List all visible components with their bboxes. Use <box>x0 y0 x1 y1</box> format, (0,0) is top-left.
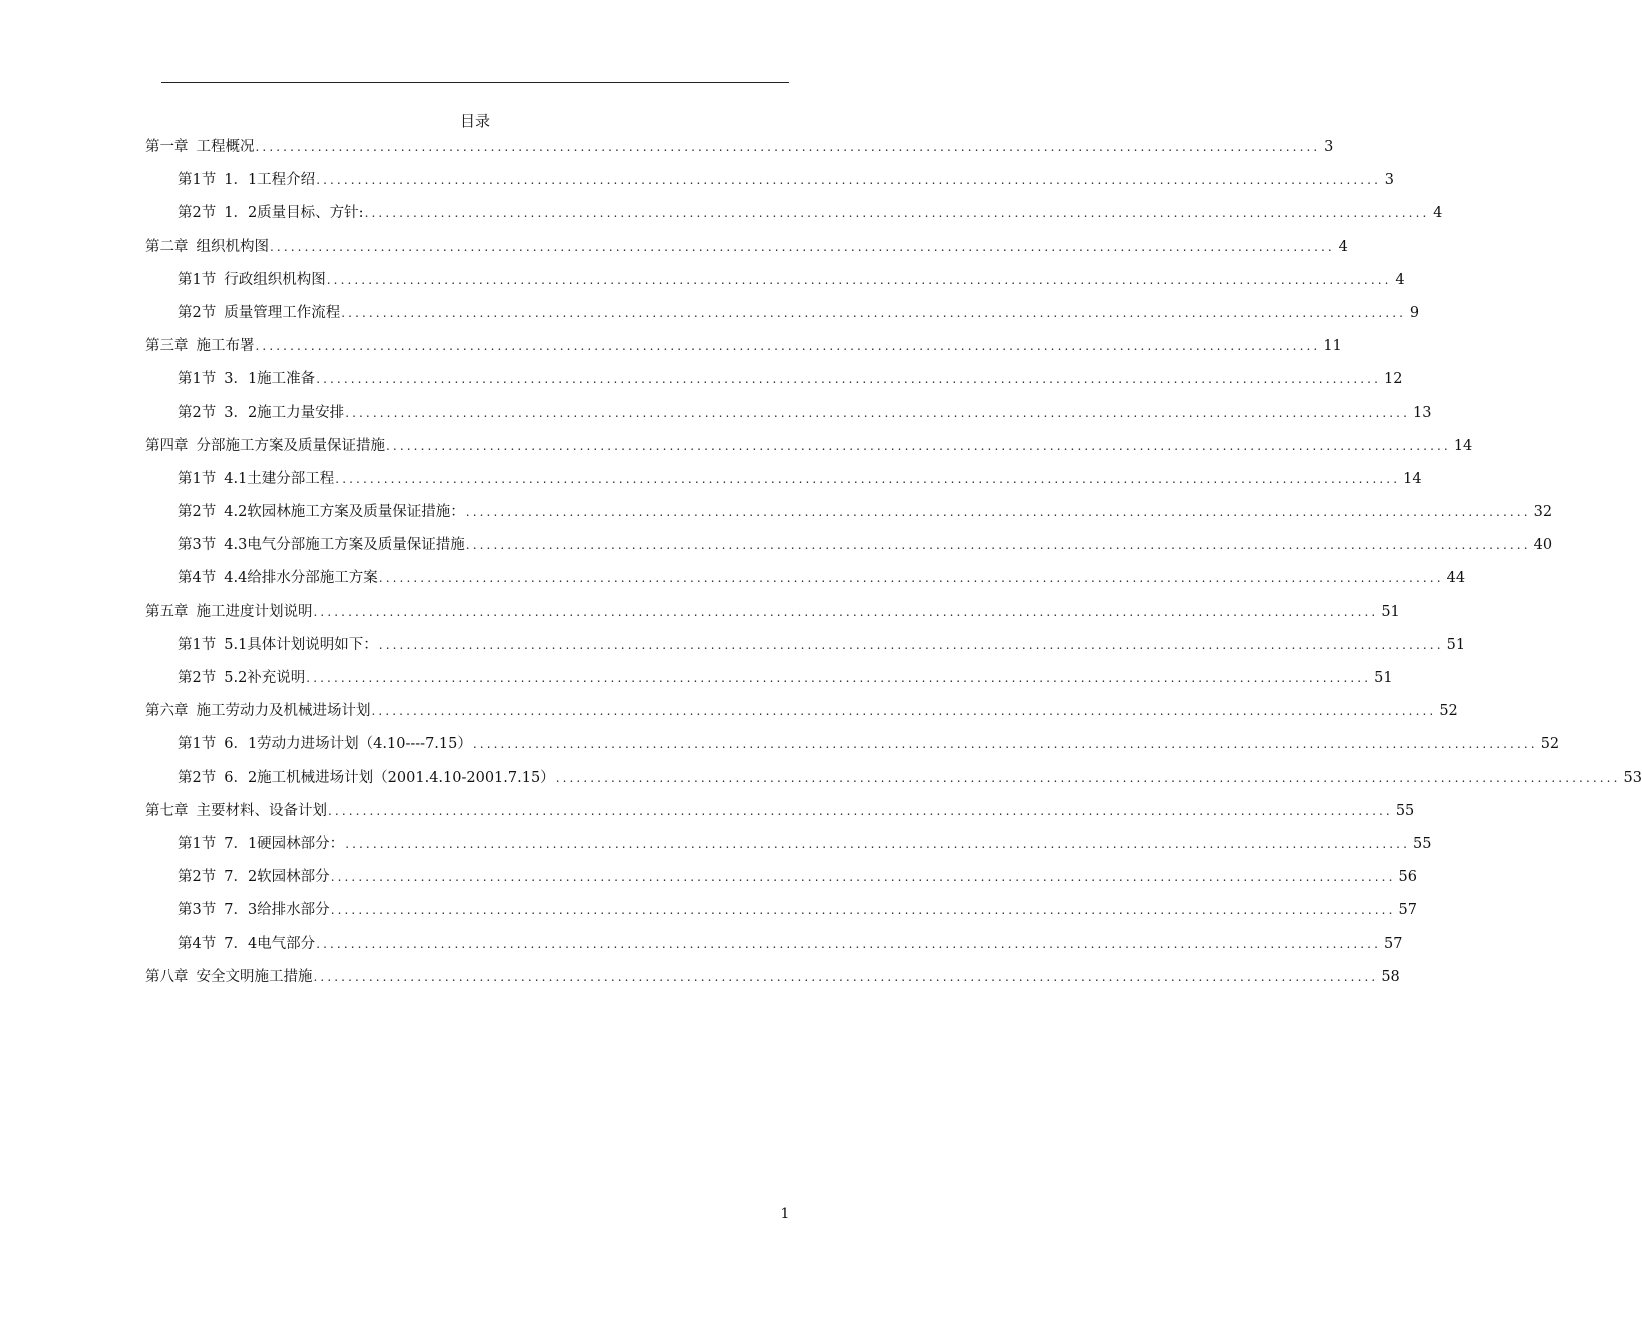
page-number: 1 <box>780 1206 790 1222</box>
toc-chapter-entry[interactable] <box>145 236 1348 269</box>
toc-entry-title: 6．1劳动力进场计划（4.10----7.15） <box>224 736 472 753</box>
toc-entry-title: 4.1土建分部工程 <box>224 470 335 487</box>
toc-dot-leader: .......................................................................................................................................................... <box>326 272 1392 287</box>
toc-dot-leader: .......................................................................................................................................................... <box>330 870 1396 885</box>
toc-dot-leader: .......................................................................................................................................................... <box>386 438 1451 453</box>
toc-section-entry[interactable] <box>145 169 1395 202</box>
toc-entry-number: 第2节 <box>178 504 217 521</box>
toc-dot-leader: .......................................................................................................................................................... <box>270 239 1335 254</box>
toc-entry-page: 14 <box>1403 470 1422 487</box>
toc-entry-number: 第1节 <box>178 470 217 487</box>
toc-entry-page: 12 <box>1384 371 1403 388</box>
toc-entry-page: 52 <box>1540 736 1560 753</box>
toc-section-entry[interactable] <box>145 733 1560 766</box>
toc-entry-page: 44 <box>1446 570 1466 587</box>
toc-entry-page: 52 <box>1439 703 1458 720</box>
toc-entry-number: 第2节 <box>178 869 217 886</box>
toc-entry-title: 施工布署 <box>196 338 255 355</box>
toc-section-entry[interactable] <box>145 667 1393 700</box>
toc-entry-page: 3 <box>1384 172 1395 189</box>
toc-entry-title: 组织机构图 <box>196 238 269 255</box>
toc-entry-title: 5.1具体计划说明如下： <box>224 636 378 653</box>
toc-dot-leader: .......................................................................................................................................................... <box>371 704 1437 719</box>
toc-entry-page: 57 <box>1398 902 1417 919</box>
header-rule <box>161 82 789 83</box>
toc-entry-title: 施工进度计划说明 <box>196 603 313 620</box>
toc-chapter-entry[interactable] <box>145 435 1473 468</box>
toc-entry-title: 分部施工方案及质量保证措施 <box>196 437 385 454</box>
toc-dot-leader: .......................................................................................................................................................... <box>378 637 1444 652</box>
toc-section-entry[interactable] <box>145 468 1422 501</box>
toc-entry-page: 4 <box>1433 205 1443 222</box>
toc-section-entry[interactable] <box>145 269 1405 302</box>
toc-entry-number: 第3节 <box>178 537 217 554</box>
toc-section-entry[interactable] <box>145 899 1417 932</box>
toc-entry-page: 32 <box>1533 504 1553 521</box>
toc-dot-leader: .......................................................................................................................................................... <box>313 604 1379 619</box>
toc-entry-number: 第六章 <box>145 703 189 720</box>
toc-entry-number: 第四章 <box>145 437 189 454</box>
toc-entry-title: 6．2施工机械进场计划（2001.4.10-2001.7.15） <box>224 769 555 786</box>
toc-dot-leader: .......................................................................................................................................................... <box>330 903 1396 918</box>
toc-dot-leader: .......................................................................................................................................................... <box>555 770 1621 785</box>
toc-entry-number: 第1节 <box>178 172 217 189</box>
toc-dot-leader: .......................................................................................................................................................... <box>306 671 1372 685</box>
toc-entry-title: 安全文明施工措施 <box>196 968 313 985</box>
toc-entry-title: 1．1工程介绍 <box>224 172 316 189</box>
table-of-contents <box>145 136 1642 999</box>
toc-dot-leader: .......................................................................................................................................................... <box>472 737 1538 752</box>
toc-entry-page: 4 <box>1338 238 1348 255</box>
toc-chapter-entry[interactable] <box>145 966 1400 999</box>
toc-dot-leader: .......................................................................................................................................................... <box>316 173 1382 188</box>
toc-entry-number: 第2节 <box>178 670 217 686</box>
toc-chapter-entry[interactable] <box>145 136 1334 169</box>
toc-entry-title: 5.2补充说明 <box>224 670 306 686</box>
toc-chapter-entry[interactable] <box>145 700 1458 733</box>
toc-dot-leader: .......................................................................................................................................................... <box>316 936 1382 951</box>
toc-entry-page: 53 <box>1623 769 1642 786</box>
toc-dot-leader: .......................................................................................................................................................... <box>345 405 1411 420</box>
toc-entry-page: 55 <box>1413 835 1432 852</box>
toc-entry-number: 第2节 <box>178 304 217 321</box>
toc-section-entry[interactable] <box>145 767 1642 800</box>
toc-section-entry[interactable] <box>145 866 1417 899</box>
toc-entry-number: 第3节 <box>178 902 217 919</box>
toc-entry-number: 第1节 <box>178 636 217 653</box>
toc-section-entry[interactable] <box>145 368 1403 401</box>
toc-entry-page: 3 <box>1324 139 1334 155</box>
toc-entry-number: 第1节 <box>178 736 217 753</box>
toc-entry-number: 第4节 <box>178 935 217 952</box>
toc-entry-page: 13 <box>1413 404 1432 421</box>
toc-entry-number: 第2节 <box>178 404 217 421</box>
toc-entry-number: 第八章 <box>145 968 189 985</box>
toc-section-entry[interactable] <box>145 634 1466 667</box>
toc-entry-page: 58 <box>1381 968 1400 985</box>
toc-section-entry[interactable] <box>145 567 1466 600</box>
toc-entry-number: 第五章 <box>145 603 189 620</box>
toc-entry-title: 4.2软园林施工方案及质量保证措施： <box>224 504 465 521</box>
toc-dot-leader: .......................................................................................................................................................... <box>345 836 1411 851</box>
toc-entry-page: 11 <box>1323 338 1342 355</box>
toc-entry-title: 质量管理工作流程 <box>224 304 341 321</box>
toc-entry-page: 51 <box>1446 636 1466 653</box>
toc-chapter-entry[interactable] <box>145 601 1400 634</box>
toc-entry-title: 7．2软园林部分 <box>224 869 330 886</box>
toc-section-entry[interactable] <box>145 833 1432 866</box>
toc-title: 目录 <box>459 112 490 130</box>
toc-dot-leader: .......................................................................................................................................................... <box>465 538 1531 553</box>
toc-entry-title: 1．2质量目标、方针: <box>224 205 364 222</box>
toc-chapter-entry[interactable] <box>145 800 1415 833</box>
toc-entry-title: 7．4电气部分 <box>224 935 316 952</box>
toc-entry-title: 施工劳动力及机械进场计划 <box>196 703 371 720</box>
toc-entry-number: 第三章 <box>145 338 189 355</box>
toc-dot-leader: .......................................................................................................................................................... <box>316 372 1382 387</box>
toc-entry-title: 主要材料、设备计划 <box>196 802 327 819</box>
toc-entry-number: 第2节 <box>178 205 217 222</box>
toc-entry-number: 第一章 <box>145 139 189 155</box>
toc-entry-title: 行政组织机构图 <box>224 271 326 288</box>
toc-entry-number: 第二章 <box>145 238 189 255</box>
toc-entry-page: 40 <box>1533 537 1553 554</box>
toc-entry-title: 3．1施工准备 <box>224 371 316 388</box>
toc-dot-leader: .......................................................................................................................................................... <box>328 803 1393 818</box>
toc-dot-leader: .......................................................................................................................................................... <box>465 505 1531 520</box>
toc-entry-page: 51 <box>1374 670 1393 686</box>
toc-entry-number: 第1节 <box>178 371 217 388</box>
toc-entry-page: 57 <box>1384 935 1403 952</box>
toc-entry-title: 4.3电气分部施工方案及质量保证措施 <box>224 537 465 554</box>
toc-entry-page: 9 <box>1409 304 1420 321</box>
toc-entry-page: 55 <box>1395 802 1415 819</box>
toc-section-entry[interactable] <box>145 933 1403 966</box>
toc-section-entry[interactable] <box>145 501 1553 534</box>
toc-entry-title: 7．3给排水部分 <box>224 902 330 919</box>
toc-dot-leader: .......................................................................................................................................................... <box>255 339 1321 354</box>
toc-dot-leader: .......................................................................................................................................................... <box>364 206 1430 221</box>
toc-entry-number: 第1节 <box>178 835 217 852</box>
toc-entry-title: 7．1硬园林部分： <box>224 835 345 852</box>
toc-entry-number: 第4节 <box>178 570 217 587</box>
toc-entry-number: 第七章 <box>145 802 189 819</box>
toc-dot-leader: .......................................................................................................................................................... <box>335 471 1401 486</box>
toc-entry-title: 3．2施工力量安排 <box>224 404 345 421</box>
toc-dot-leader: .......................................................................................................................................................... <box>255 140 1321 154</box>
toc-entry-page: 51 <box>1381 603 1400 620</box>
toc-chapter-entry[interactable] <box>145 335 1342 368</box>
toc-entry-page: 4 <box>1395 271 1405 288</box>
toc-entry-number: 第1节 <box>178 271 217 288</box>
toc-dot-leader: .......................................................................................................................................................... <box>378 571 1444 586</box>
toc-entry-page: 56 <box>1398 869 1417 886</box>
toc-section-entry[interactable] <box>145 534 1553 567</box>
toc-entry-number: 第2节 <box>178 769 217 786</box>
toc-section-entry[interactable] <box>145 302 1420 335</box>
toc-entry-page: 14 <box>1453 437 1473 454</box>
toc-section-entry[interactable] <box>145 202 1443 235</box>
toc-section-entry[interactable] <box>145 402 1432 435</box>
toc-entry-title: 4.4给排水分部施工方案 <box>224 570 378 587</box>
toc-dot-leader: .......................................................................................................................................................... <box>341 305 1407 320</box>
toc-dot-leader: .......................................................................................................................................................... <box>313 969 1379 984</box>
toc-entry-title: 工程概况 <box>196 139 255 155</box>
